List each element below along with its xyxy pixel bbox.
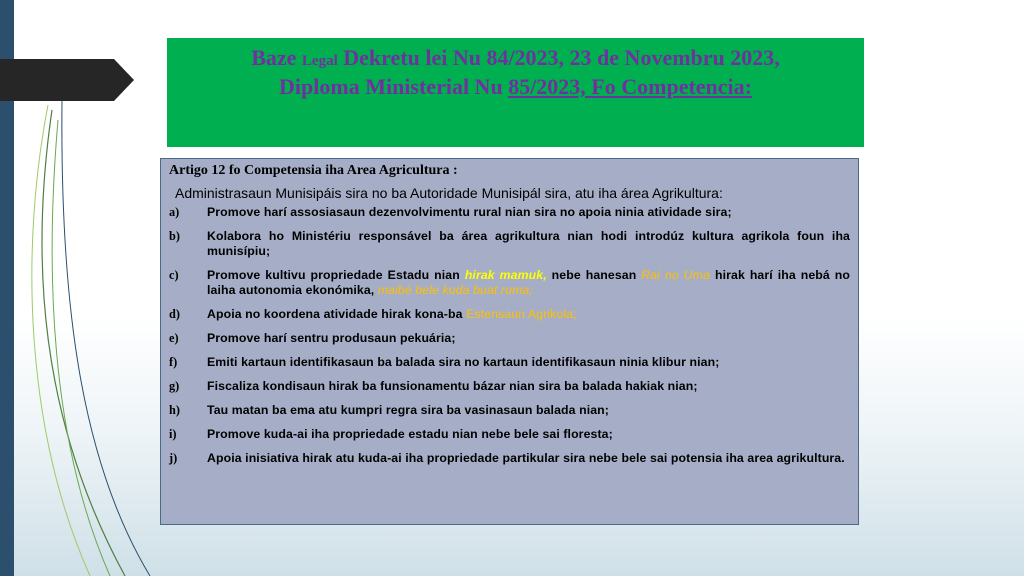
article-intro: Administrasaun Munisipáis sira no ba Autoridade Munisipál sira, atu iha área Agrikultura: <box>175 185 723 201</box>
list-item: h) Tau matan ba ema atu kumpri regra sira ba vasinasaun balada nian; <box>169 403 609 417</box>
list-item: g) Fiscaliza kondisaun hirak ba funsionamentu bázar nian sira ba balada hakiak nian; <box>169 379 698 393</box>
list-item: f) Emiti kartaun identifikasaun ba balada sira no kartaun identifikasaun ninia klibur nian; <box>169 355 720 369</box>
article-heading: Artigo 12 fo Competensia iha Area Agricultura : <box>169 163 458 178</box>
list-item: b) Kolabora ho Ministériu responsável ba área agrikultura nian hodi introdúz kultura agrikola foun iha munisípiu; <box>169 229 850 258</box>
list-item: c) Promove kultivu propriedade Estadu nian hirak mamuk, nebe hanesan Rai no Uma hirak harí iha nebá no laiha autonomia ekonómika, maibé bele kuda buat ruma; <box>169 268 850 297</box>
list-item: i) Promove kuda-ai iha propriedade estadu nian nebe bele sai floresta; <box>169 427 613 441</box>
arrow-shape <box>0 59 134 101</box>
list-item: a) Promove harí assosiasaun dezenvolvimentu rural nian sira no apoia ninia atividade sira; <box>169 205 732 219</box>
list-item: e) Promove harí sentru produsaun pekuária; <box>169 331 456 345</box>
title-line-1: Baze Legal Dekretu lei Nu 84/2023, 23 de Novembru 2023, <box>251 45 780 70</box>
article-box <box>160 158 859 525</box>
title-box <box>167 38 864 147</box>
list-item: j) Apoia inisiativa hirak atu kuda-ai iha propriedade partikular sira nebe bele sai potensia iha area agrikultura. <box>169 451 845 465</box>
list-item: d) Apoia no koordena atividade hirak kona-ba Estensaun Agrikola; <box>169 307 577 321</box>
title-line-2: Diploma Ministerial Nu 85/2023, Fo Competencia: <box>279 74 752 99</box>
